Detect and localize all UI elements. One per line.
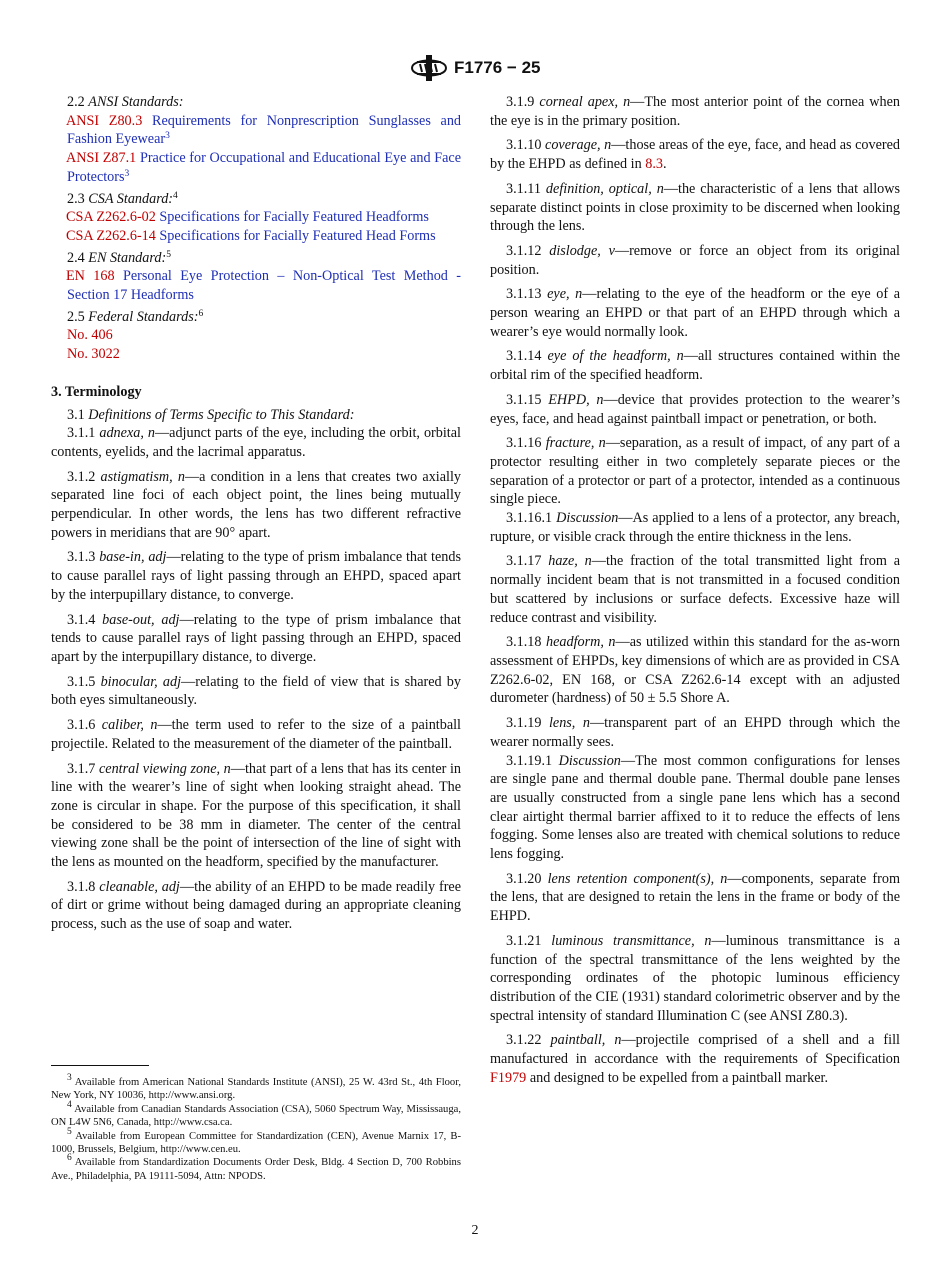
reference-item: [36, 208, 461, 227]
reference-item: [36, 267, 461, 304]
definition: 3.1.7 central viewing zone, n—that part of a lens that has its center in line with the wearer’s line of sight when looking straight ahead. The zone is circular in shape. For the purpose of this specification, it shall be considered to be 38 mm in diameter. The center of the central viewing zone shall be the point of intersection of the line of sight with the lens as mounted on the headform, specified by the manufacturer.: [51, 760, 461, 871]
definition: 3.1.20 lens retention component(s), n—components, separate from the lens, that are designed to retain the lens in the frame or body of the EHPD.: [490, 870, 901, 925]
section-heading: 2.4 EN Standard:$^5$: [67, 249, 171, 266]
document-number: F1776 − 25: [454, 58, 541, 77]
left-column: [51, 93, 461, 934]
definition: 3.1.13 eye, n—relating to the eye of the headform or the eye of a person wearing an EHPD or that part of an EHPD through which a wearer’s eye would normally look.: [490, 286, 901, 340]
section-heading: 2.2 ANSI Standards:: [67, 94, 184, 110]
definition: 3.1.1 adnexa, n—adjunct parts of the eye, including the orbit, orbital contents, eyelids, and the lacrimal apparatus.: [51, 425, 461, 460]
reference-item: ANSI Z87.1 Practice for Occupational and Educational Eye and Face Protectors$^3$: [66, 150, 461, 185]
definition: 3.1.18 headform, n—as utilized within this standard for the as-worn assessment of EHPDs, key dimensions of which are as provided in CSA Z262.6-02, EN 168, or CSA Z262.6-14 except with an adjusted durometer (hardness) of 50 ± 5.5 Shore A.: [490, 634, 901, 707]
astm-logo-icon: [408, 54, 450, 82]
reference-link[interactable]: F1979: [490, 1069, 527, 1086]
reference-item: [36, 227, 461, 246]
discussion: 3.1.16.1 Discussion—As applied to a lens of a protector, any breach, rupture, or visible crack through the entire thickness in the lens.: [490, 510, 901, 545]
definition: 3.1.10 coverage, n—those areas of the eye, face, and head as covered by the EHPD as defined in 8.3.: [490, 137, 900, 173]
reference-item: [51, 345, 461, 364]
definition: 3.1.22 paintball, n—projectile comprised of a shell and a fill manufactured in accordance with the requirements of Specification F1979 and designed to be expelled from a paintball marker.: [490, 1032, 900, 1086]
definition: 3.1.6 caliber, n—the term used to refer to the size of a paintball projectile. Related to the measurement of the diameter of the paintball.: [51, 717, 462, 752]
definition: 3.1.12 dislodge, v—remove or force an object from its original position.: [490, 242, 900, 278]
definition: 3.1.17 haze, n—the fraction of the total transmitted light from a normally incident beam that is not transmitted in a focused condition but scattered by inclusions or surface defects. Excessive haze will reduce contrast and visibility.: [490, 553, 900, 626]
definition: 3.1.19 lens, n—transparent part of an EHPD through which the wearer normally sees.: [490, 715, 900, 750]
reference-link[interactable]: EN 168: [66, 268, 115, 285]
reference-title-link[interactable]: Requirements for Nonprescription Sunglasses and Fashion Eyewear: [67, 112, 462, 148]
page-number: 2: [471, 1223, 479, 1238]
reference-title-link[interactable]: Specifications for Facially Featured Headforms: [159, 209, 429, 226]
definition: 3.1.3 base-in, adj—relating to the type of prism imbalance that tends to cause parallel rays of light passing through an EHPD, spaced apart by the interpupillary distance, to converge.: [51, 549, 461, 603]
footnote-divider: [51, 1065, 149, 1066]
section-heading: 2.5 Federal Standards:$^6$: [67, 308, 204, 325]
reference-item: ANSI Z80.3 Requirements for Nonprescription Sunglasses and Fashion Eyewear$^3$: [66, 112, 462, 148]
reference-link[interactable]: CSA Z262.6-02: [66, 209, 156, 226]
discussion: 3.1.19.1 Discussion—The most common configurations for lenses are single pane and thermal double pane. Thermal double pane lenses are usually constructed from a single pane lens which has a second clear airtight thermal barrier affixed to it to reduce the effects of lens fogging. Some lenses also are treated with chemical solutions to reduce lens fogging.: [490, 752, 901, 863]
reference-link[interactable]: ANSI Z87.1: [66, 150, 137, 167]
section-heading: 2.3 CSA Standard:$^4$: [67, 190, 178, 207]
definition: 3.1.4 base-out, adj—relating to the type of prism imbalance that tends to cause parallel rays of light passing through an EHPD, spaced apart by the interpupillary distance, to diverge.: [51, 611, 461, 665]
reference-title-link[interactable]: Practice for Occupational and Educational Eye and Face Protectors: [67, 150, 461, 185]
definition: 3.1.5 binocular, adj—relating to the field of view that is shared by both eyes simultaneously.: [51, 673, 461, 709]
reference-link[interactable]: ANSI Z80.3: [66, 112, 143, 129]
footnote: $^4$ Available from Canadian Standards Association (CSA), 5060 Spectrum Way, Mississauga, ON L4W 5N6, Canada, http://www.csa.ca.: [51, 1099, 461, 1129]
page-header: [0, 54, 950, 84]
footnote: $^3$ Available from American National Standards Institute (ANSI), 25 W. 43rd St., 4th Floor, New York, NY 10036, http://www.ansi.org.: [51, 1073, 461, 1102]
section-link[interactable]: 8.3: [645, 156, 663, 173]
reference-title-link[interactable]: Specifications for Facially Featured Head Forms: [159, 227, 436, 244]
reference-link[interactable]: No. 406: [67, 327, 113, 344]
reference-item: [51, 326, 461, 345]
definition: 3.1.15 EHPD, n—device that provides protection to the wearer’s eyes, face, and head against paintball impact or penetration, or both.: [490, 391, 900, 427]
definition: 3.1.14 eye of the headform, n—all structures contained within the orbital rim of the specified headform.: [490, 348, 901, 384]
reference-title-link[interactable]: Personal Eye Protection – Non-Optical Test Method - Section 17 Headforms: [67, 268, 461, 304]
reference-link[interactable]: No. 3022: [67, 346, 120, 363]
subsection-heading: 3.1 Definitions of Terms Specific to This Standard:: [67, 406, 355, 423]
footnotes: [51, 1073, 461, 1183]
footnote: $^5$ Available from European Committee for Standardization (CEN), Avenue Marnix 17, B-1000, Brussels, Belgium, http://www.cen.eu.: [51, 1126, 461, 1156]
reference-link[interactable]: CSA Z262.6-14: [66, 227, 156, 244]
definition: 3.1.9 corneal apex, n—The most anterior point of the cornea when the eye is in the primary position.: [490, 94, 901, 129]
definition: 3.1.16 fracture, n—separation, as a result of impact, of any part of a protector resulting either in two completely separate pieces or the separation of a protector or part of a protector, intended as a continuous single piece.: [490, 435, 901, 508]
footnote: $^6$ Available from Standardization Documents Order Desk, Bldg. 4 Section D, 700 Robbins Ave., Philadelphia, PA 19111-5094, Attn: NPODS.: [51, 1153, 461, 1182]
section-title: 3. Terminology: [51, 383, 142, 400]
definition: 3.1.2 astigmatism, n—a condition in a lens that creates two axially separated line foci of each object point, the lines being mutually perpendicular. In other words, the lens has two different refractive powers in meridians that are 90° apart.: [51, 468, 462, 541]
definition: 3.1.21 luminous transmittance, n—luminous transmittance is a function of the spectral transmittance of the lens weighted by the corresponding ordinates of the photopic luminous efficiency distribution of the CIE (1931) standard colorimetric observer and by the spectral intensity of standard Illumination C (see ANSI Z80.3).: [490, 932, 901, 1024]
definition: 3.1.11 definition, optical, n—the characteristic of a lens that allows separate distinct points in close proximity to be discerned when looking through the lens.: [490, 180, 901, 235]
definition: 3.1.8 cleanable, adj—the ability of an EHPD to be made readily free of dirt or grime without being damaged during an appropriate cleaning process, such as the use of soap and water.: [51, 878, 462, 933]
right-column: [490, 93, 900, 1087]
